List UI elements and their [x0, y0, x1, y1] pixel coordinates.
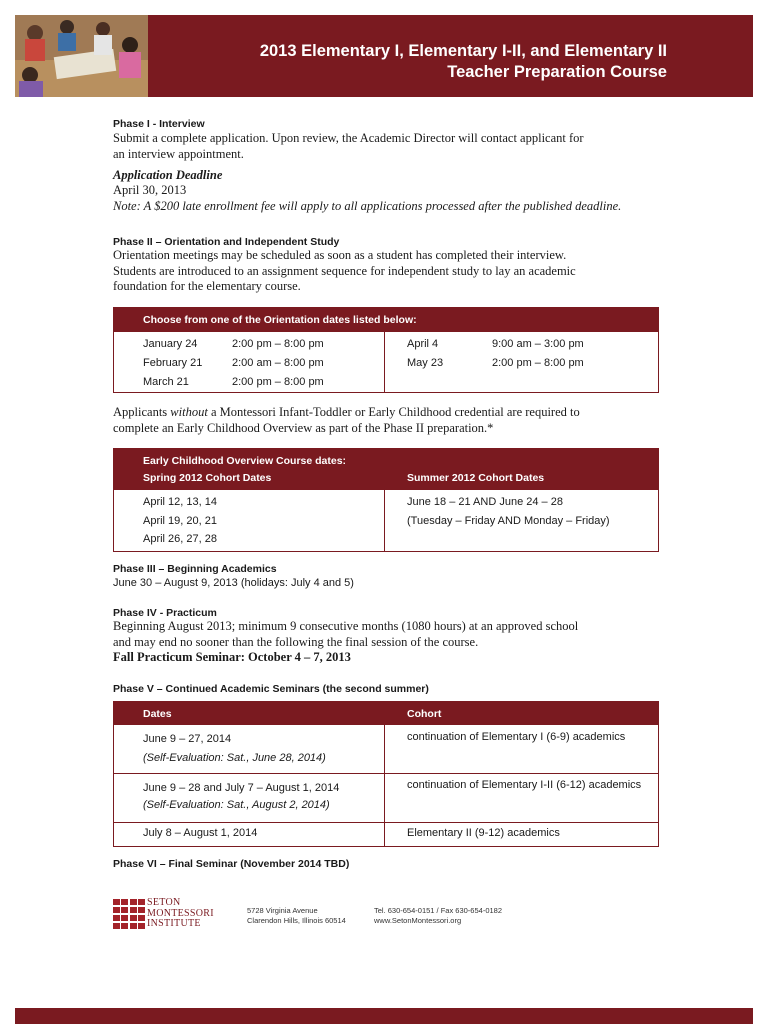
overview-text-without: without	[170, 405, 208, 419]
logo-grid-icon	[113, 899, 145, 929]
title-line-1: 2013 Elementary I, Elementary I-II, and Elementary II	[259, 42, 667, 60]
phase-2-section	[113, 236, 653, 295]
phase-1-text-line-2: an interview appointment.	[113, 146, 244, 161]
orientation-time: 9:00 am – 3:00 pm	[492, 338, 584, 350]
footer-contact	[374, 906, 502, 925]
phase-4-text-line-2: and may end no sooner than the following the final session of the course.	[113, 634, 479, 649]
orientation-time: 2:00 pm – 8:00 pm	[492, 357, 584, 369]
ec-spring-date: April 26, 27, 28	[143, 533, 217, 545]
orientation-header-text: Choose from one of the Orientation dates listed below:	[143, 314, 417, 326]
phase-2-text-line-2: Students are introduced to an assignment sequence for independent study to lay an academic	[113, 263, 576, 278]
phase-2-text	[113, 248, 653, 295]
logo-line-3: INSTITUTE	[147, 918, 201, 929]
orientation-date: March 21	[143, 376, 189, 388]
phase-6-heading: Phase VI – Final Seminar (November 2014 TBD)	[113, 858, 350, 870]
orientation-date: January 24	[143, 338, 198, 350]
self-evaluation-date: (Self-Evaluation: Sat., June 28, 2014)	[143, 752, 326, 764]
self-evaluation-date: (Self-Evaluation: Sat., August 2, 2014)	[143, 799, 330, 811]
overview-text-a: Applicants	[113, 405, 171, 419]
orientation-dates-table	[113, 307, 659, 393]
orientation-table-header	[114, 308, 658, 332]
phase-2-text-line-3: foundation for the elementary course.	[113, 279, 301, 293]
phase-2-text-line-1: Orientation meetings may be scheduled as soon as a student has completed their interview.	[113, 248, 567, 262]
classroom-photo	[15, 15, 148, 97]
phase-4-section	[113, 607, 673, 665]
phase-4-text-line-1: Beginning August 2013; minimum 9 consecutive months (1080 hours) at an approved school	[113, 619, 579, 633]
orientation-date: February 21	[143, 357, 203, 369]
phase-1-text-line-1: Submit a complete application. Upon review, the Academic Director will contact applicant for	[113, 131, 584, 145]
early-childhood-dates-table	[113, 448, 659, 552]
ec-summer-label: Summer 2012 Cohort Dates	[407, 472, 545, 484]
phase-3-heading: Phase III – Beginning Academics	[113, 563, 277, 575]
overview-text-c: a Montessori Infant-Toddler or Early Childhood credential are required to	[207, 405, 580, 419]
seminar-dates: July 8 – August 1, 2014	[143, 827, 258, 839]
logo-line-1: SETON	[147, 897, 181, 908]
address-line-2: Clarendon Hills, Illinois 60514	[247, 915, 346, 925]
table-divider	[384, 332, 385, 392]
footer-bar	[15, 1008, 753, 1024]
ec-header-line-1: Early Childhood Overview Course dates:	[143, 455, 347, 467]
academic-seminars-table	[113, 701, 659, 847]
phase-1-section	[113, 118, 653, 214]
phase-1-text	[113, 131, 653, 162]
cohort-column-header: Cohort	[407, 708, 442, 720]
phase-6-section	[113, 858, 653, 870]
address-line-1: 5728 Virginia Avenue	[247, 906, 318, 915]
orientation-time: 2:00 pm – 8:00 pm	[232, 338, 324, 350]
orientation-time: 2:00 pm – 8:00 pm	[232, 376, 324, 388]
late-fee-note: Note: A $200 late enrollment fee will apply to all applications processed after the published deadline.	[113, 198, 622, 213]
orientation-date: May 23	[407, 357, 444, 369]
page-title	[260, 41, 667, 83]
table-divider	[384, 725, 385, 846]
row-divider	[114, 822, 658, 823]
phase-5-heading-wrap	[113, 683, 653, 695]
application-deadline-date: April 30, 2013	[113, 183, 187, 197]
phase-4-heading: Phase IV - Practicum	[113, 607, 217, 619]
phase-3-section	[113, 563, 653, 589]
orientation-time: 2:00 am – 8:00 pm	[232, 357, 324, 369]
contact-website: www.SetonMontessori.org	[374, 915, 462, 925]
logo-line-2: MONTESSORI	[147, 907, 214, 919]
seminar-cohort: continuation of Elementary I-II (6-12) academics	[407, 779, 642, 791]
overview-line-2: complete an Early Childhood Overview as part of the Phase II preparation.*	[113, 420, 494, 435]
phase-4-text	[113, 619, 673, 650]
header-banner	[15, 15, 753, 97]
orientation-date: April 4	[407, 338, 439, 350]
footer-address	[247, 906, 346, 925]
seminar-dates: June 9 – 28 and July 7 – August 1, 2014	[143, 782, 340, 794]
phase-5-heading: Phase V – Continued Academic Seminars (the second summer)	[113, 683, 429, 695]
fall-practicum-seminar: Fall Practicum Seminar: October 4 – 7, 2013	[113, 650, 351, 664]
overview-requirement-text	[113, 405, 673, 436]
header-photo	[15, 15, 148, 97]
seminar-cohort: continuation of Elementary I (6-9) academics	[407, 731, 626, 743]
phase-3-dates: June 30 – August 9, 2013 (holidays: July 4 and 5)	[113, 577, 354, 589]
logo-wordmark	[147, 898, 214, 930]
ec-spring-date: April 19, 20, 21	[143, 515, 217, 527]
application-deadline-label: Application Deadline	[113, 168, 223, 182]
ec-spring-date: April 12, 13, 14	[143, 496, 217, 508]
title-line-2: Teacher Preparation Course	[447, 63, 667, 81]
ec-spring-label: Spring 2012 Cohort Dates	[143, 472, 272, 484]
ec-summer-date: (Tuesday – Friday AND Monday – Friday)	[407, 515, 610, 527]
seminars-table-header	[114, 702, 658, 725]
seminar-cohort: Elementary II (9-12) academics	[407, 827, 560, 839]
dates-column-header: Dates	[143, 708, 172, 720]
table-divider	[384, 490, 385, 551]
seminar-dates: June 9 – 27, 2014	[143, 733, 232, 745]
ec-summer-date: June 18 – 21 AND June 24 – 28	[407, 496, 563, 508]
phase-2-heading: Phase II – Orientation and Independent Study	[113, 236, 340, 248]
phase-1-heading: Phase I - Interview	[113, 118, 205, 130]
row-divider	[114, 773, 658, 774]
overview-line-1	[113, 405, 673, 421]
contact-phone: Tel. 630-654-0151 / Fax 630-654-0182	[374, 906, 503, 915]
early-childhood-table-header	[114, 449, 658, 490]
